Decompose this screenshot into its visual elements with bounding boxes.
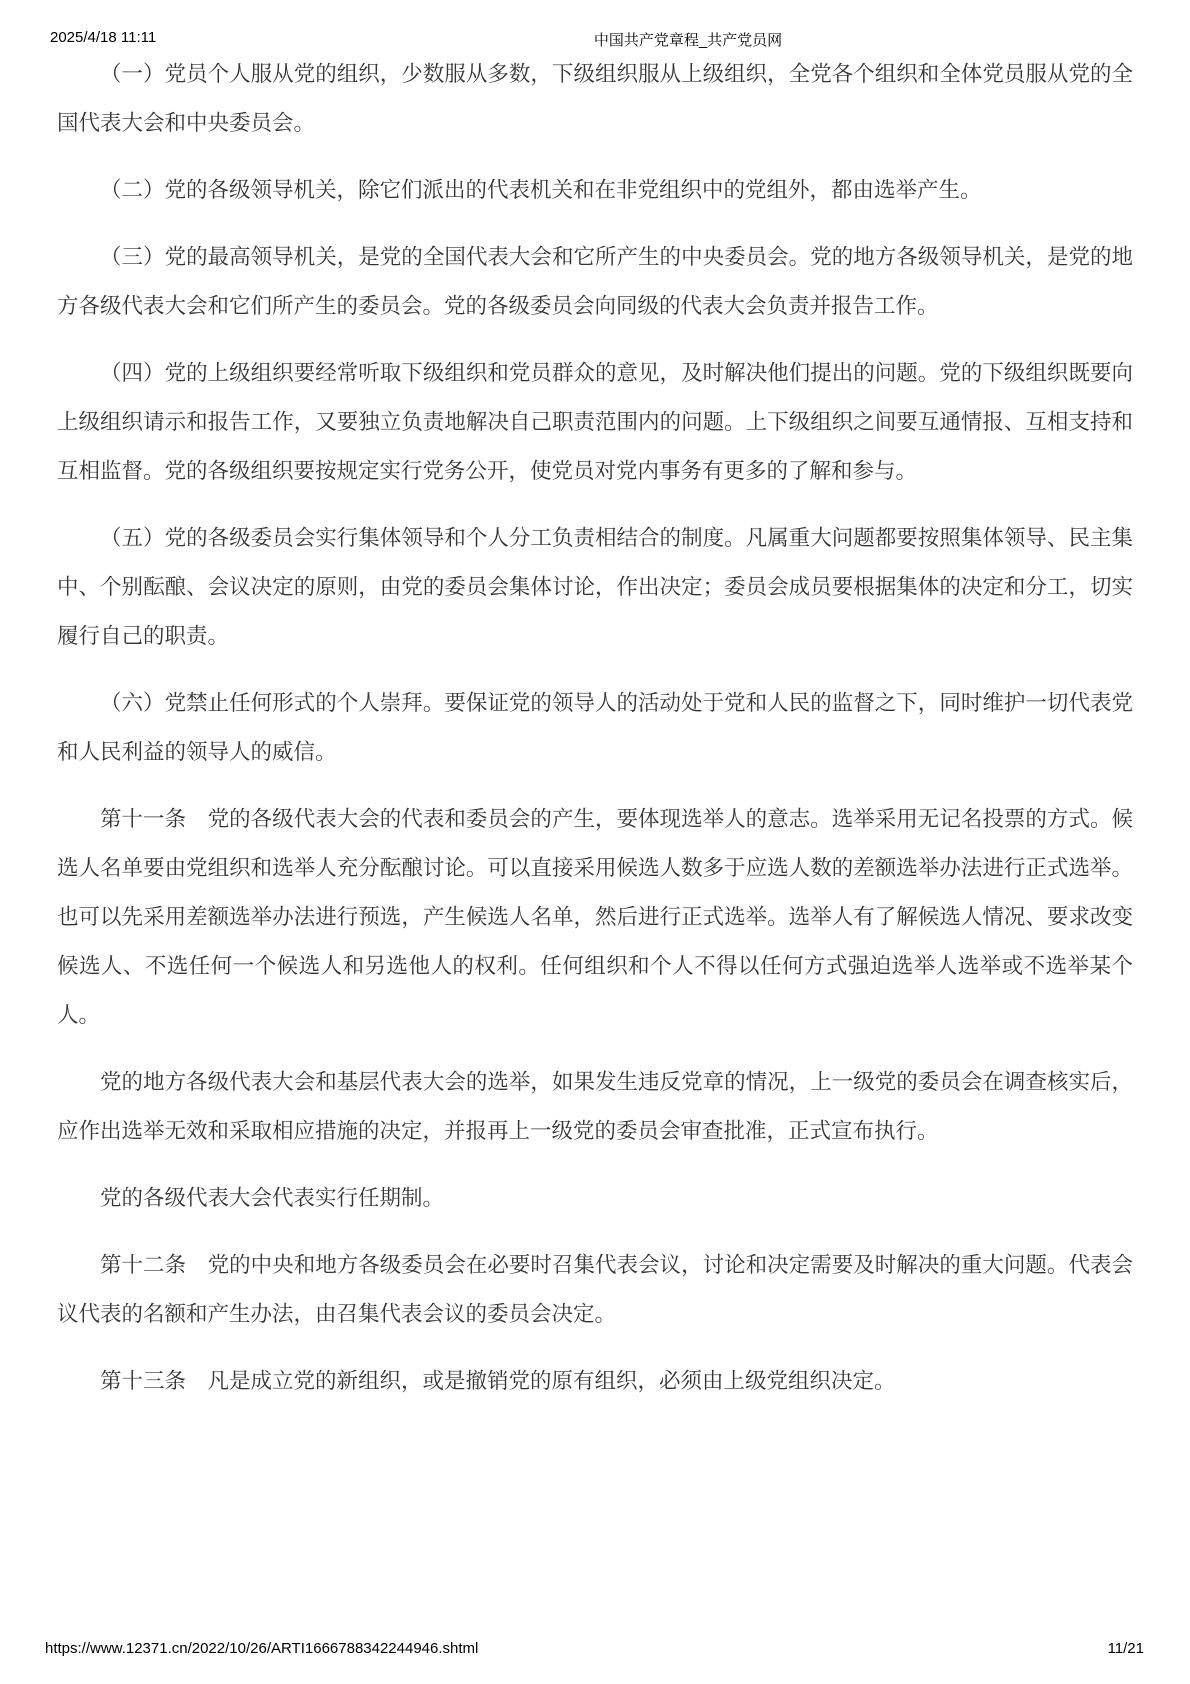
print-datetime: 2025/4/18 11:11 [50,29,157,46]
clause-2-paragraph: （二）党的各级领导机关，除它们派出的代表机关和在非党组织中的党组外，都由选举产生。 [100,178,982,202]
document-body [57,50,1133,1424]
print-footer [45,1640,1144,1657]
print-title: 中国共产党章程_共产党员网 [593,32,783,49]
clause-6-paragraph: （六）党禁止任何形式的个人崇拜。要保证党的领导人的活动处于党和人民的监督之下，同时维护一切代表党和人民利益的领导人的威信。 [57,691,1133,764]
article-12-paragraph: 第十二条 党的中央和地方各级委员会在必要时召集代表会议，讨论和决定需要及时解决的重大问题。代表会议代表的名额和产生办法，由召集代表会议的委员会决定。 [57,1253,1133,1326]
print-header [0,29,1190,49]
clause-1-paragraph: （一）党员个人服从党的组织，少数服从多数，下级组织服从上级组织，全党各个组织和全体党员服从党的全国代表大会和中央委员会。 [57,62,1133,135]
article-11-paragraph-2: 党的地方各级代表大会和基层代表大会的选举，如果发生违反党章的情况，上一级党的委员会在调查核实后，应作出选举无效和采取相应措施的决定，并报再上一级党的委员会审查批准，正式宣布执行。 [57,1070,1133,1143]
clause-3-paragraph: （三）党的最高领导机关，是党的全国代表大会和它所产生的中央委员会。党的地方各级领导机关，是党的地方各级代表大会和它们所产生的委员会。党的各级委员会向同级的代表大会负责并报告工作。 [57,245,1133,318]
clause-4-paragraph: （四）党的上级组织要经常听取下级组织和党员群众的意见，及时解决他们提出的问题。党的下级组织既要向上级组织请示和报告工作，又要独立负责地解决自己职责范围内的问题。上下级组织之间要互通情报、互相支持和互相监督。党的各级组织要按规定实行党务公开，使党员对党内事务有更多的了解和参与。 [57,361,1133,483]
article-13-paragraph: 第十三条 凡是成立党的新组织，或是撤销党的原有组织，必须由上级党组织决定。 [100,1369,896,1393]
article-11-paragraph-3: 党的各级代表大会代表实行任期制。 [100,1186,445,1210]
clause-5-paragraph: （五）党的各级委员会实行集体领导和个人分工负责相结合的制度。凡属重大问题都要按照集体领导、民主集中、个别酝酿、会议决定的原则，由党的委员会集体讨论，作出决定；委员会成员要根据集体的决定和分工，切实履行自己的职责。 [57,526,1133,648]
source-url: https://www.12371.cn/2022/10/26/ARTI1666788342244946.shtml [45,1640,479,1657]
article-11-paragraph: 第十一条 党的各级代表大会的代表和委员会的产生，要体现选举人的意志。选举采用无记名投票的方式。候选人名单要由党组织和选举人充分酝酿讨论。可以直接采用候选人数多于应选人数的差额选举办法进行正式选举。也可以先采用差额选举办法进行预选，产生候选人名单，然后进行正式选举。选举人有了解候选人情况、要求改变候选人、不选任何一个候选人和另选他人的权利。任何组织和个人不得以任何方式强迫选举人选举或不选举某个人。 [57,807,1133,1027]
page-number: 11/21 [1107,1640,1144,1657]
